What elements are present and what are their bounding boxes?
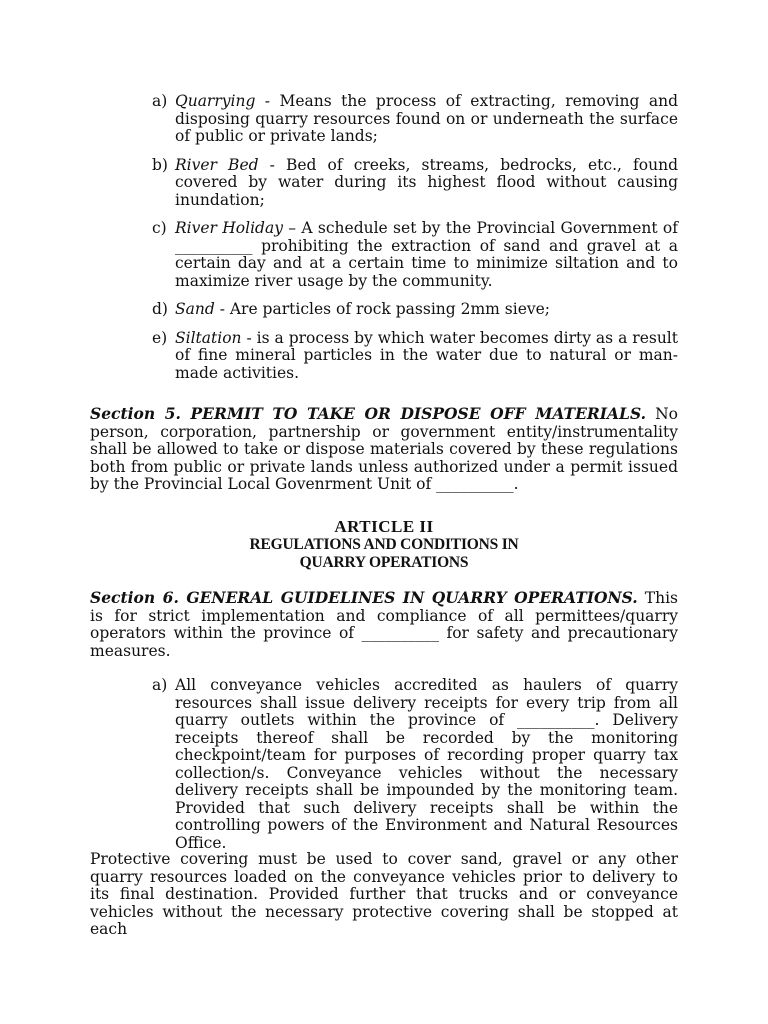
definition-text: - Are particles of rock passing 2mm sieve; bbox=[214, 300, 551, 318]
definition-quarrying bbox=[152, 93, 678, 146]
definition-siltation bbox=[152, 330, 678, 383]
section-5-paragraph bbox=[90, 405, 678, 494]
protective-covering-text: Protective covering must be used to cover sand, gravel or any other quarry resources loaded on the conveyance vehicles prior to delivery to its final destination. Provided further that trucks and or conveyance vehicles without the necessary protective covering shall be stopped at each bbox=[90, 850, 678, 938]
definition-sand bbox=[152, 301, 678, 319]
section-6-paragraph bbox=[90, 589, 678, 660]
definition-text: - Bed of creeks, streams, bedrocks, etc., found covered by water during its highest flood without causing inundation; bbox=[175, 155, 678, 209]
list-marker: e) bbox=[152, 328, 168, 347]
article-heading bbox=[90, 517, 678, 572]
list-item-text: All conveyance vehicles accredited as haulers of quarry resources shall issue delivery receipts for every trip from all quarry outlets within the province of __________. Delivery receipts thereof shall be recorded by the monitoring checkpoint/team for purposes of recording proper quarry tax collection/s. Conveyance vehicles without the necessary delivery receipts shall be impounded by the monitoring team. Provided that such delivery receipts shall be within the controlling powers of the Environment and Natural Resources Office. bbox=[175, 676, 678, 852]
section-5-body: No person, corporation, partnership or government entity/instrumentality shall be allowed to take or dispose materials covered by these regulations both from public or private lands unless authorized under a permit issued by the Provincial Local Govenrment Unit of __________. bbox=[90, 405, 678, 493]
list-marker: d) bbox=[152, 300, 168, 318]
list-marker: a) bbox=[152, 92, 168, 110]
definition-term: Quarrying bbox=[175, 92, 256, 110]
section-6-body: This is for strict implementation and compliance of all permittees/quarry operators within the province of __________ for safety and precautionary measures. bbox=[90, 589, 678, 660]
article-number: ARTICLE II bbox=[334, 517, 434, 536]
section-6-heading: Section 6. GENERAL GUIDELINES IN QUARRY OPERATIONS. bbox=[90, 588, 638, 607]
definition-text: - Means the process of extracting, removing and disposing quarry resources found on or underneath the surface of public or private lands; bbox=[175, 92, 678, 145]
definition-text: – A schedule set by the Provincial Government of __________ prohibiting the extraction of sand and gravel at a certain day and at a certain time to minimize siltation and to maximize river usage by the community. bbox=[175, 219, 679, 290]
section-6-item-a bbox=[152, 677, 678, 852]
definition-term: Siltation bbox=[175, 328, 242, 347]
list-marker: a) bbox=[152, 676, 168, 694]
article-title-line-2: QUARRY OPERATIONS bbox=[299, 554, 469, 571]
list-marker: c) bbox=[152, 219, 167, 237]
article-title-line-1: REGULATIONS AND CONDITIONS IN bbox=[249, 536, 519, 553]
protective-covering-paragraph bbox=[90, 851, 678, 939]
definition-term: River Holiday bbox=[175, 219, 283, 237]
section-6-list bbox=[152, 677, 678, 863]
list-marker: b) bbox=[152, 155, 168, 174]
section-5-heading: Section 5. PERMIT TO TAKE OR DISPOSE OFF MATERIALS. bbox=[90, 404, 646, 423]
definition-river-bed bbox=[152, 157, 678, 210]
definition-term: Sand bbox=[175, 300, 215, 318]
definition-term: River Bed bbox=[175, 155, 259, 174]
definitions-list bbox=[152, 93, 678, 393]
definition-text: - is a process by which water becomes dirty as a result of fine mineral particles in the water due to natural or man-made activities. bbox=[175, 328, 678, 382]
definition-river-holiday bbox=[152, 220, 678, 290]
